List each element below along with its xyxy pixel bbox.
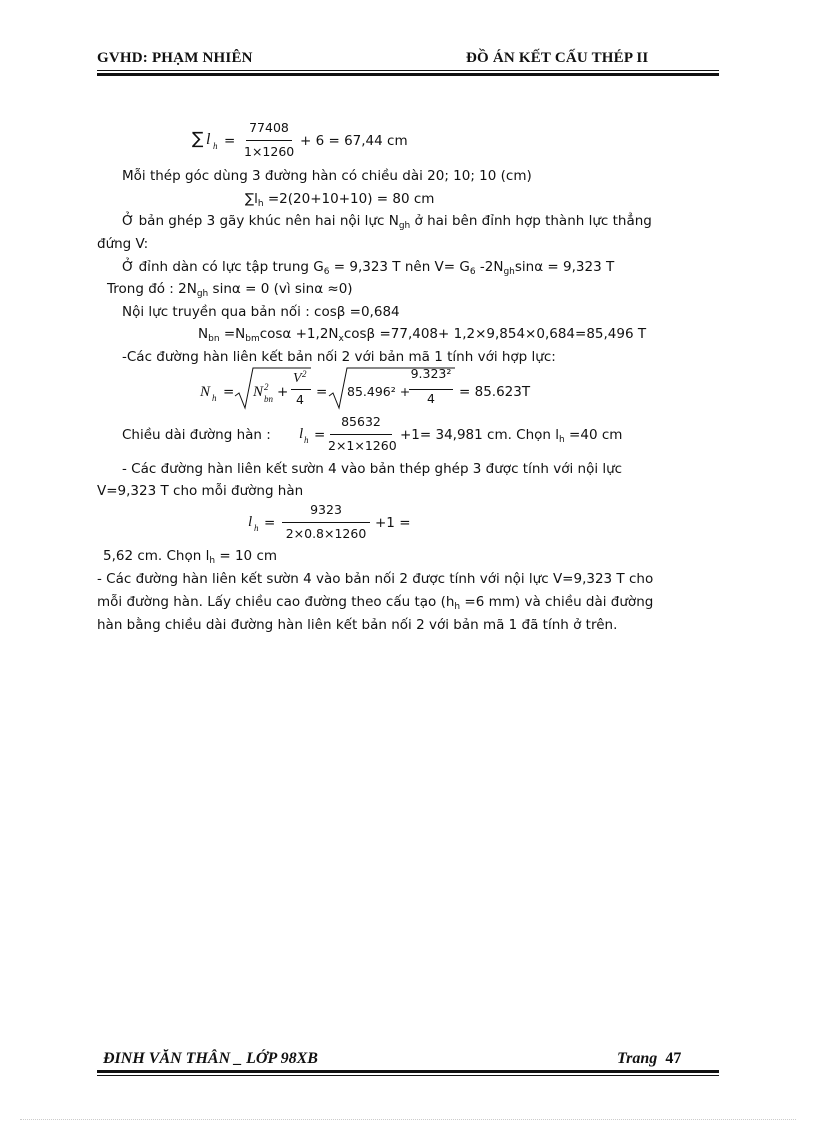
formula2-v-sup: 2 [302, 369, 307, 379]
line11-rest: +1= 34,981 cm. Chọn $l_h =40$ cm [400, 427, 623, 445]
formula1-var: l [206, 131, 211, 148]
formula2-v: V [293, 371, 302, 386]
formula2-vbar [291, 389, 311, 390]
line11-denominator: 2×1×1260 [328, 438, 397, 453]
header-left: GVHD: PHẠM NHIÊN [97, 50, 253, 66]
page-number: 47 [665, 1050, 682, 1067]
header-rule-thick [97, 73, 719, 76]
footer-rule-thick [97, 1070, 719, 1073]
sum-sign: ∑ [192, 129, 204, 149]
text-line-4: Ở bản ghép 3 gãy khúc nên hai nội lực $N_{gh}$ ở hai bên đỉnh hợp thành lực thẳng [122, 213, 652, 231]
formula2-b2-den: 4 [427, 391, 435, 406]
text-line-6: Ở đỉnh dàn có lực tập trung $G_6 = 9,323$ T nên $V= G_6$ $-2N_{gh}\sin\alpha = 9,323$ T [122, 259, 615, 277]
formula2-nbn: N [253, 384, 264, 400]
text-line-2: Mỗi thép góc dùng 3 đường hàn có chiều dài 20; 10; 10 (cm) [122, 168, 532, 184]
footer-page [617, 1050, 681, 1068]
weld-length-label: Chiều dài đường hàn : [122, 427, 271, 443]
header-right: ĐỒ ÁN KẾT CẤU THÉP II [466, 50, 649, 66]
formula2-var-sub: h [212, 393, 217, 403]
text-line-8: Nội lực truyền qua bản nối : cosβ =0,684 [122, 304, 400, 320]
text-line-14: 5,62 cm. Chọn $l_h = 10$ cm [103, 548, 278, 566]
formula3-eq: = [264, 515, 276, 531]
formula2-result: = 85.623T [459, 384, 531, 400]
formula1-eq: = [224, 133, 236, 149]
text-line-5: đứng V: [97, 236, 149, 252]
formula1-var-sub: h [213, 141, 218, 151]
header-rule-thin [97, 70, 719, 71]
formula2-vden: 4 [296, 392, 304, 407]
page-bottom-dotted-border [20, 1119, 796, 1120]
line11-var-sub: h [304, 435, 309, 445]
text-line-15: - Các đường hàn liên kết sườn 4 vào bản nối 2 được tính với nội lực V=9,323 T cho [97, 571, 654, 587]
formula2-b2-num: 9.323² [410, 366, 452, 381]
page-label: Trang [617, 1050, 658, 1067]
text-line-9: $N_{bn} =N_{bm}\cos\alpha +1,2N_x\cos\beta =77,408+ 1,2\times 9,854\times 0,684=85,496$ T [198, 326, 647, 344]
formula3-var-sub: h [254, 523, 259, 533]
text-line-3: $\sum l_h =2(20+10+10) = 80$ cm [245, 191, 435, 209]
formula2-eq1: = [223, 384, 235, 400]
formula2-b1: 85.496² + [347, 384, 411, 399]
formula3-numerator: 9323 [310, 502, 342, 517]
line11-fraction-bar [330, 434, 392, 435]
text-line-17: hàn bằng chiều dài đường hàn liên kết bản nối 2 với bản mã 1 đã tính ở trên. [97, 617, 618, 633]
formula2-nbn-sup: 2 [264, 382, 269, 392]
text-line-12: - Các đường hàn liên kết sườn 4 vào bản thép ghép 3 được tính với nội lực [122, 461, 623, 477]
text-line-10: -Các đường hàn liên kết bản nối 2 với bản mã 1 tính với hợp lực: [122, 349, 556, 365]
formula3-denominator: 2×0.8×1260 [285, 526, 367, 541]
formula2-var: N [200, 384, 211, 400]
formula2-plus: + [277, 384, 289, 400]
formula1-result: + 6 = 67,44 cm [300, 133, 408, 149]
formula3-fraction-bar [282, 522, 370, 523]
line11-numerator: 85632 [341, 414, 381, 429]
text-line-16: mỗi đường hàn. Lấy chiều cao đường theo cấu tạo ($h_h =6$ mm) và chiều dài đường [97, 594, 654, 612]
line11-eq: = [314, 427, 326, 443]
formula1-fraction-bar [246, 140, 292, 141]
formula2-eq2: = [316, 384, 328, 400]
formula2-b2-bar [409, 389, 453, 390]
formula3-rest: +1 = [375, 515, 411, 531]
text-line-13: V=9,323 T cho mỗi đường hàn [97, 483, 304, 499]
formula3-var: l [248, 514, 253, 530]
footer-author: ĐINH VĂN THÂN _ LỚP 98XB [103, 1050, 318, 1067]
formula1-numerator: 77408 [249, 120, 289, 135]
line11-var: l [299, 426, 304, 442]
formula1-denominator: 1×1260 [244, 144, 295, 159]
footer-rule-thin [97, 1075, 719, 1076]
formula2-nbn-sub: bn [264, 394, 273, 404]
text-line-7: Trong đó : $2N_{gh}$ sinα = 0 (vì sinα ≈0) [107, 281, 353, 299]
